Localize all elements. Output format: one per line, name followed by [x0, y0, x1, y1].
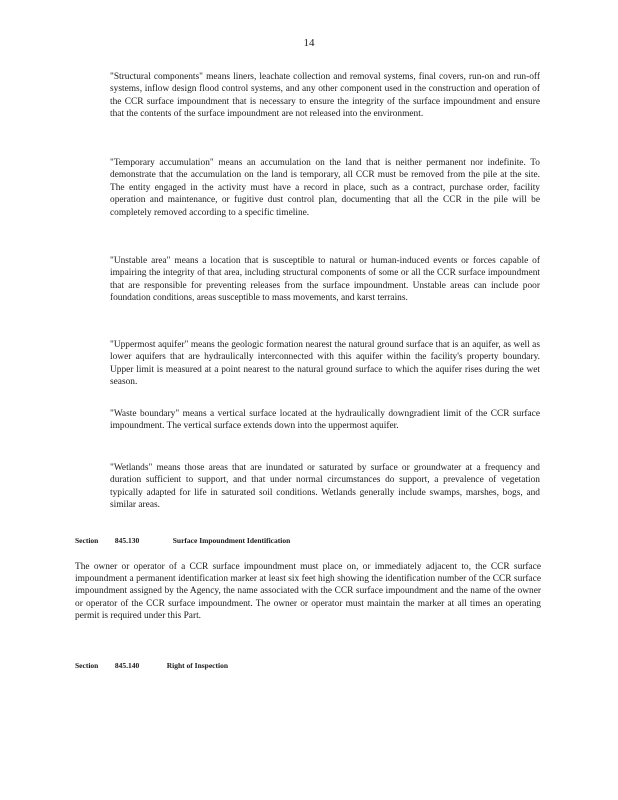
definition-unstable-area: "Unstable area" means a location that is susceptible to natural or human-induced events or forces capable of impairing the integrity of that area, including structural components of some or all the CCR surface impoundment that are responsible for preventing releases from the surface impoundment. Unstable areas can include poor foundation conditions, areas susceptible to mass movements, and karst terrains.: [110, 256, 540, 304]
section-title: Surface Impoundment Identification: [172, 536, 291, 545]
definition-wetlands: "Wetlands" means those areas that are inundated or saturated by surface or groundwater at a frequency and duration sufficient to support, and that under normal circumstances do support, a prevalence of vegetation typically adapted for life in saturated soil conditions. Wetlands generally include swamps, marshes, bogs, and similar areas.: [110, 463, 540, 511]
page-number: 14: [303, 37, 315, 49]
definition-temporary-accumulation: "Temporary accumulation" means an accumulation on the land that is neither permanent nor indefinite. To demonstrate that the accumulation on the land is temporary, all CCR must be removed from the pile at the site. The entity engaged in the activity must have a record in place, such as a contract, purchase order, facility operation and maintenance, or fugitive dust control plan, documenting that all the CCR in the pile will be completely removed according to a specific timeline.: [110, 158, 540, 218]
section-label: Section: [75, 536, 99, 545]
section-label: Section: [75, 661, 99, 670]
section-heading-845-130: [75, 536, 290, 545]
section-number: 845.140: [114, 661, 140, 670]
definition-uppermost-aquifer: "Uppermost aquifer" means the geologic formation nearest the natural ground surface that is an aquifer, as well as lower aquifers that are hydraulically interconnected with this aquifer within the facility's property boundary. Upper limit is measured at a point nearest to the natural ground surface to which the aquifer rises during the wet season.: [110, 340, 540, 388]
section-845-130-body: The owner or operator of a CCR surface impoundment must place on, or immediately adjacent to, the CCR surface impoundment a permanent identification marker at least six feet high showing the identification number of the CCR surface impoundment assigned by the Agency, the name associated with the CCR surface impoundment and the name of the owner or operator of the CCR surface impoundment. The owner or operator must maintain the marker at all times an operating permit is required under this Part.: [75, 562, 541, 621]
definition-structural-components: "Structural components" means liners, leachate collection and removal systems, final covers, run-on and run-off systems, inflow design flood control systems, and any other component used in the construction and operation of the CCR surface impoundment that is necessary to ensure the integrity of the surface impoundment and ensure that the contents of the surface impoundment are not released into the environment.: [110, 72, 540, 120]
section-heading-845-140: [75, 661, 228, 670]
section-number: 845.130: [114, 536, 140, 545]
section-title: Right of Inspection: [166, 661, 229, 670]
definition-waste-boundary: "Waste boundary" means a vertical surface located at the hydraulically downgradient limit of the CCR surface impoundment. The vertical surface extends down into the uppermost aquifer.: [110, 409, 540, 432]
